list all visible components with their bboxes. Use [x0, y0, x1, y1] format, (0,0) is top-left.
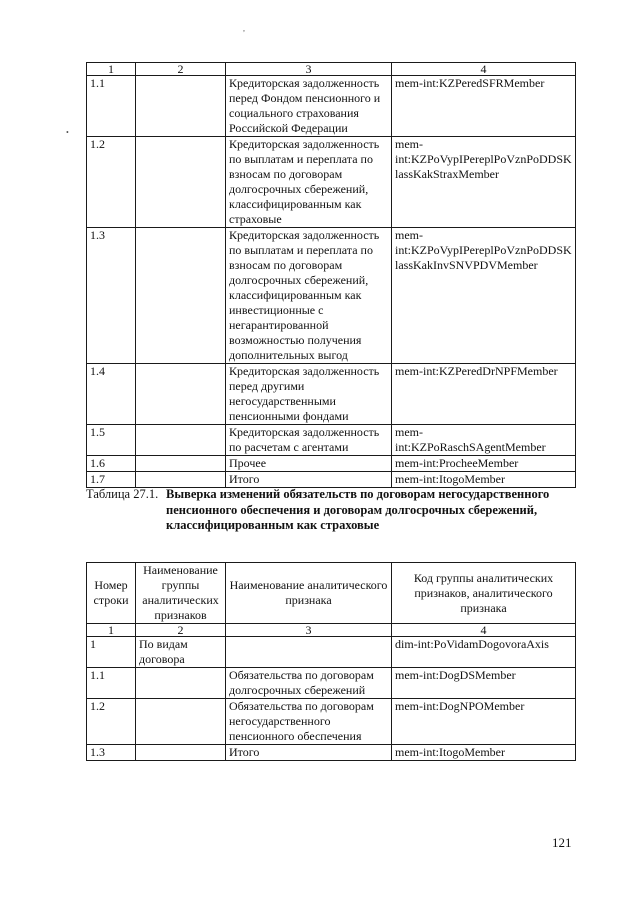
row-number-cell: 1 — [87, 637, 136, 668]
table-row — [87, 228, 576, 364]
group-name-cell — [136, 364, 226, 425]
column-number-cell: 4 — [392, 63, 576, 76]
row-number-cell: 1.6 — [87, 456, 136, 472]
column-title-cell: Код группы аналитических признаков, аналитического признака — [392, 563, 576, 624]
column-number-cell: 1 — [87, 63, 136, 76]
group-name-cell — [136, 668, 226, 699]
scan-speck: , — [243, 24, 245, 33]
row-number-cell: 1.3 — [87, 745, 136, 761]
table-row — [87, 456, 576, 472]
attribute-code-cell: mem-int:KZPeredSFRMember — [392, 76, 576, 137]
attribute-code-cell: mem-int:DogDSMember — [392, 668, 576, 699]
row-number-cell: 1.1 — [87, 668, 136, 699]
caption-line: классифицированным как страховые — [166, 518, 380, 532]
group-name-cell — [136, 745, 226, 761]
table-receivables-codes — [86, 62, 576, 488]
column-title-cell: Номер строки — [87, 563, 136, 624]
attribute-name-cell: Кредиторская задолженность по выплатам и переплата по взносам по договорам долгосрочных сбережений, классифицированным как страховые — [226, 137, 392, 228]
attribute-code-cell: mem-int:ItogoMember — [392, 472, 576, 488]
column-number-cell: 4 — [392, 624, 576, 637]
table-row — [87, 699, 576, 745]
table-caption-title — [166, 487, 576, 534]
column-number-cell: 3 — [226, 63, 392, 76]
table-header-row — [87, 624, 576, 637]
caption-line: пенсионного обеспечения и договорам долгосрочных сбережений, — [166, 502, 538, 517]
group-name-cell — [136, 228, 226, 364]
attribute-name-cell: Итого — [226, 472, 392, 488]
row-number-cell: 1.2 — [87, 137, 136, 228]
table-row — [87, 637, 576, 668]
column-number-cell: 2 — [136, 63, 226, 76]
table-row — [87, 76, 576, 137]
row-number-cell: 1.4 — [87, 364, 136, 425]
attribute-name-cell: Обязательства по договорам долгосрочных сбережений — [226, 668, 392, 699]
attribute-name-cell: Кредиторская задолженность перед другими негосударственными пенсионными фондами — [226, 364, 392, 425]
attribute-code-cell: mem-int:KZPoVypIPereplPoVznPoDDSKlassKakInvSNVPDVMember — [392, 228, 576, 364]
table-row — [87, 137, 576, 228]
table-obligations-reconciliation — [86, 562, 576, 761]
attribute-code-cell: mem-int:DogNPOMember — [392, 699, 576, 745]
table-header-row — [87, 63, 576, 76]
attribute-code-cell: mem-int:KZPoVypIPereplPoVznPoDDSKlassKakStraxMember — [392, 137, 576, 228]
scan-speck: • — [66, 128, 69, 137]
attribute-name-cell: Кредиторская задолженность по выплатам и переплата по взносам по договорам долгосрочных сбережений, классифицированным как инвестиционные с негарантированной возможностью получения дополнительных выгод — [226, 228, 392, 364]
row-number-cell: 1.5 — [87, 425, 136, 456]
group-name-cell: По видам договора — [136, 637, 226, 668]
row-number-cell: 1.2 — [87, 699, 136, 745]
attribute-name-cell: Итого — [226, 745, 392, 761]
group-name-cell — [136, 472, 226, 488]
table-row — [87, 364, 576, 425]
table-row — [87, 668, 576, 699]
attribute-code-cell: mem-int:KZPoRaschSAgentMember — [392, 425, 576, 456]
group-name-cell — [136, 76, 226, 137]
attribute-code-cell: dim-int:PoVidamDogovoraAxis — [392, 637, 576, 668]
table-row — [87, 425, 576, 456]
row-number-cell: 1.1 — [87, 76, 136, 137]
group-name-cell — [136, 137, 226, 228]
attribute-code-cell: mem-int:ProcheeMember — [392, 456, 576, 472]
attribute-name-cell — [226, 637, 392, 668]
column-number-cell: 2 — [136, 624, 226, 637]
attribute-name-cell: Обязательства по договорам негосударственного пенсионного обеспечения — [226, 699, 392, 745]
page-number: 121 — [552, 835, 572, 850]
table-row — [87, 745, 576, 761]
table-row — [87, 472, 576, 488]
attribute-code-cell: mem-int:KZPeredDrNPFMember — [392, 364, 576, 425]
attribute-name-cell: Кредиторская задолженность по расчетам с агентами — [226, 425, 392, 456]
table-caption — [86, 487, 576, 534]
column-number-cell: 1 — [87, 624, 136, 637]
table-caption-number: Таблица 27.1. — [86, 487, 159, 501]
column-title-cell: Наименование группы аналитических признаков — [136, 563, 226, 624]
attribute-name-cell: Кредиторская задолженность перед Фондом пенсионного и социального страхования Российской Федерации — [226, 76, 392, 137]
column-number-cell: 3 — [226, 624, 392, 637]
row-number-cell: 1.3 — [87, 228, 136, 364]
group-name-cell — [136, 425, 226, 456]
group-name-cell — [136, 456, 226, 472]
group-name-cell — [136, 699, 226, 745]
caption-line: Выверка изменений обязательств по договорам негосударственного — [166, 487, 550, 501]
row-number-cell: 1.7 — [87, 472, 136, 488]
table-column-titles-row — [87, 563, 576, 624]
column-title-cell: Наименование аналитического признака — [226, 563, 392, 624]
attribute-name-cell: Прочее — [226, 456, 392, 472]
attribute-code-cell: mem-int:ItogoMember — [392, 745, 576, 761]
